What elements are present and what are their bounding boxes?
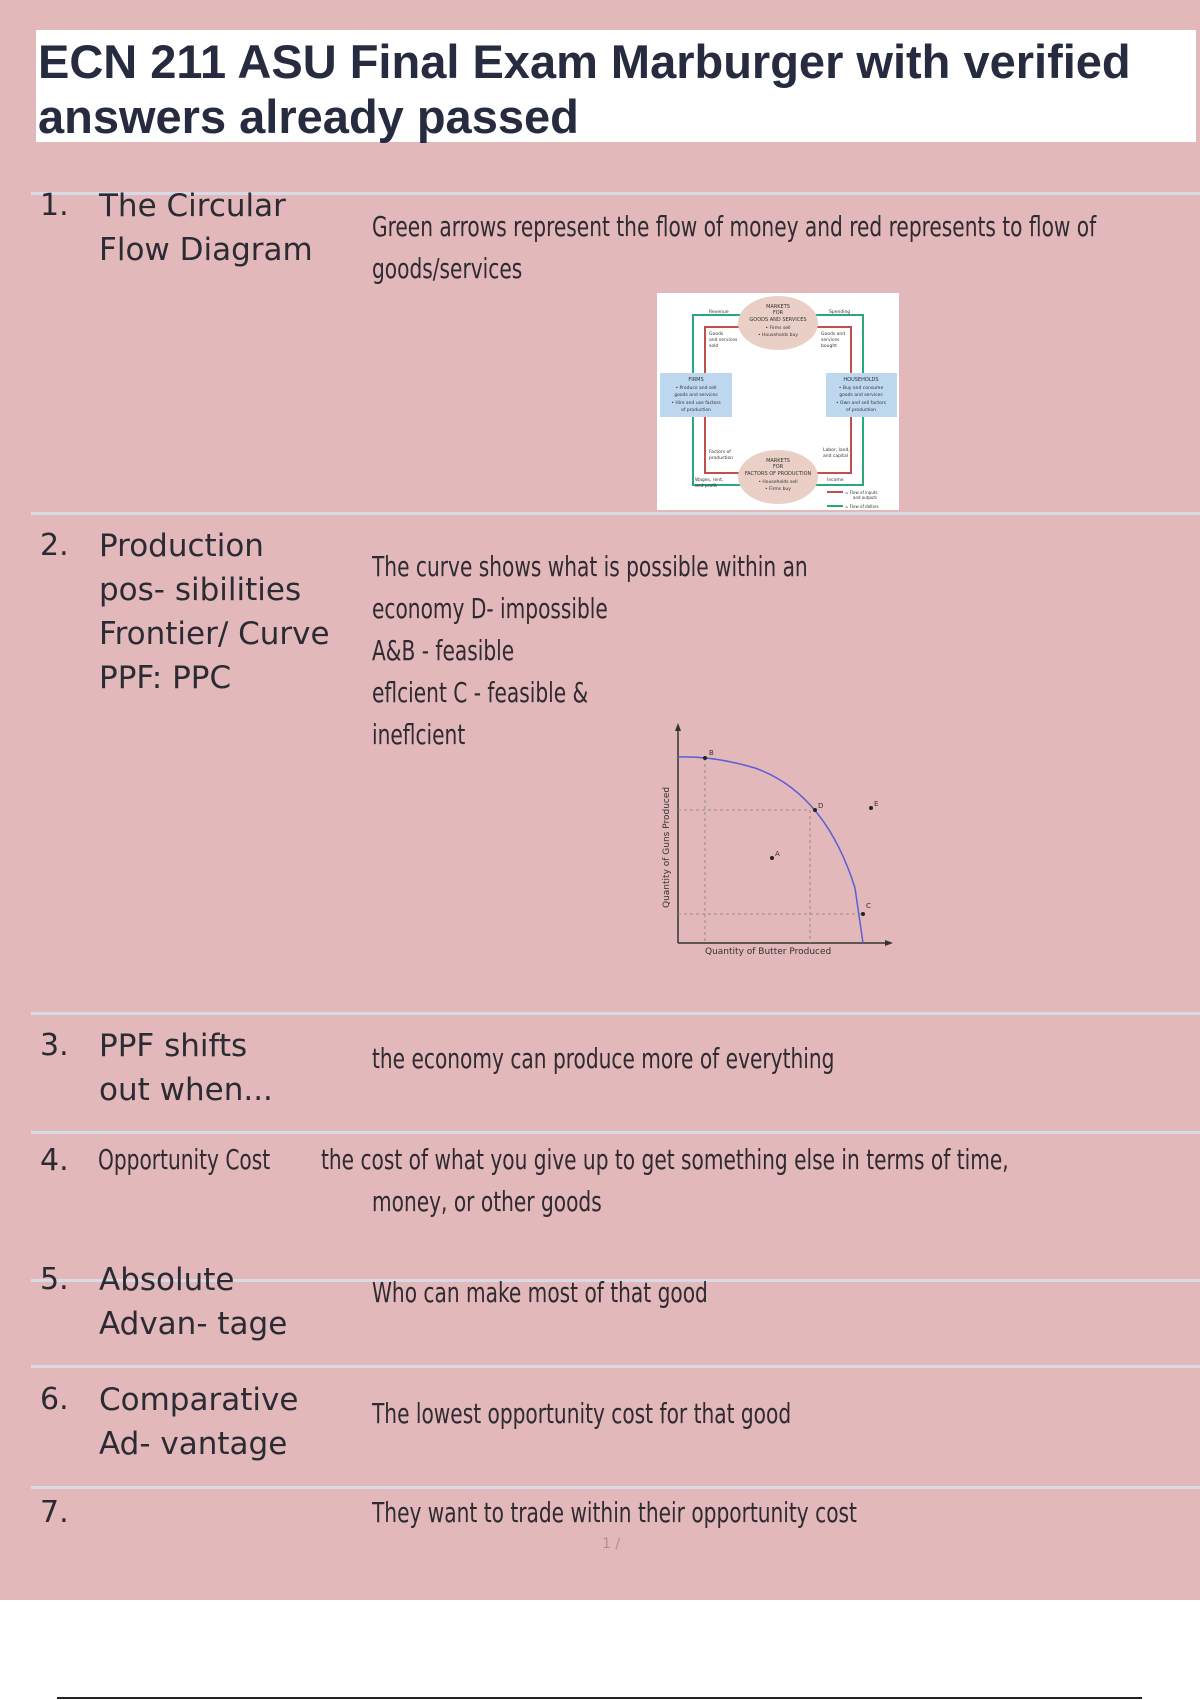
definition-line: goods/services [372,252,523,285]
figure-label: Goods [709,332,724,337]
footer-rule [57,1697,1142,1699]
figure-label: • Hire and use factors [671,401,721,406]
point-e [869,806,873,810]
term-line: PPF: PPC [99,660,232,696]
figure-label: FOR [772,310,784,316]
item-number: 6. [40,1382,69,1417]
definition-line: They want to trade within their opportunity cost [372,1496,857,1529]
term-line: Flow Diagram [99,232,313,268]
definition-line: Who can make most of that good [372,1276,708,1309]
item-definition [321,1139,1009,1181]
figure-label: • Firms sell [765,326,791,331]
point-label: C [866,902,871,910]
row-separator [31,1012,1200,1015]
item-definition [372,1492,857,1534]
figure-label: Spending [829,310,851,315]
figure-label: bought [821,344,837,349]
figure-label: services [821,338,840,343]
figure-label: and outputs [853,495,878,500]
term-line: Opportunity Cost [98,1143,271,1176]
figure-label: • Firms buy [765,487,791,492]
point-c [861,912,865,916]
circular-flow-diagram [657,293,899,510]
figure-label: • Buy and consume [838,386,884,391]
figure-label: of production [846,408,876,413]
row-separator [31,1486,1200,1489]
figure-label: and services [709,338,738,343]
term-line: PPF shifts [99,1028,248,1064]
row-separator [31,512,1200,515]
figure-label: Revenue [709,310,729,315]
figure-label: Labor, land, [823,448,850,453]
page-number: 1 / [602,1536,621,1552]
figure-label: and capital [823,454,849,459]
figure-label: and profit [695,484,717,489]
item-definition-continued [372,1181,602,1223]
item-number: 5. [40,1262,69,1297]
figure-label: of production [681,408,711,413]
term-line: Absolute [99,1262,235,1298]
figure-label: MARKETS [766,304,790,310]
definition-line: economy D- impossible [372,592,608,625]
figure-label: • Own and sell factors [835,401,887,406]
item-definition [372,1272,708,1314]
figure-label: = Flow of dollars [845,504,879,509]
point-d [813,808,817,812]
definition-line: ineﬂcient [372,718,466,751]
figure-label: Wages, rent, [695,478,724,483]
x-axis-arrow [885,940,893,946]
figure-label: HOUSEHOLDS [843,377,879,383]
item-term [99,1258,287,1346]
figure-label: Factors of [709,450,731,455]
definition-line: Green arrows represent the flow of money and red represents to flow of [372,210,1097,243]
item-term [99,1378,298,1466]
figure-label: FOR [772,464,784,470]
figure-label: GOODS AND SERVICES [749,317,807,323]
term-line: Frontier/ Curve [99,616,330,652]
point-label: B [709,749,714,757]
item-number: 2. [40,528,69,563]
figure-label: • Produce and sell [675,386,717,391]
item-term [99,524,330,700]
term-line: Comparative [99,1382,299,1418]
figure-label: FACTORS OF PRODUCTION [744,471,812,477]
point-label: D [818,802,824,810]
item-term [99,1024,273,1112]
item-term [99,184,313,272]
x-axis-label: Quantity of Butter Produced [705,947,832,957]
term-line: The Circular [99,188,286,224]
item-number: 4. [40,1143,69,1178]
figure-label: goods and services [839,393,883,398]
item-number: 7. [40,1495,69,1530]
ppf-diagram [655,718,895,958]
y-axis-arrow [675,723,681,731]
figure-label: • Households sell [758,480,798,485]
item-number: 1. [40,188,69,223]
definition-line: The lowest opportunity cost for that good [372,1397,792,1430]
point-label: A [775,850,780,858]
definition-line: the cost of what you give up to get something else in terms of time, [321,1143,1009,1176]
term-line: pos- sibilities [99,572,302,608]
definition-line: the economy can produce more of everything [372,1042,835,1075]
row-separator [31,1365,1200,1368]
figure-label: • Households buy [757,333,799,338]
ppf-curve [678,757,863,943]
item-definition [372,1393,791,1435]
figure-label: goods and services [674,393,718,398]
item-term [98,1139,270,1181]
figure-label: = Flow of inputs [845,490,878,495]
figure-label: production [709,456,734,461]
definition-line: The curve shows what is possible within an [372,550,808,583]
figure-label: FIRMS [688,377,704,383]
item-definition [372,206,1096,290]
row-separator [31,1131,1200,1134]
term-line: Production [99,528,264,564]
definition-line: A&B - feasible [372,634,515,667]
point-label: E [874,800,879,808]
point-b [703,756,707,760]
figure-label: MARKETS [766,458,790,464]
figure-label: Goods and [821,332,846,337]
y-axis-label: Quantity of Guns Produced [662,786,672,908]
definition-line: money, or other goods [372,1185,602,1218]
figure-label: sold [709,344,719,349]
term-line: out when... [99,1072,273,1108]
item-definition [372,1038,834,1080]
definition-line: eﬂcient C - feasible & [372,676,589,709]
figure-label: Income [827,478,844,483]
term-line: Ad- vantage [99,1426,288,1462]
point-a [770,856,774,860]
term-line: Advan- tage [99,1306,288,1342]
item-number: 3. [40,1028,69,1063]
document-title: ECN 211 ASU Final Exam Marburger with verified answers already passed [38,35,1131,143]
